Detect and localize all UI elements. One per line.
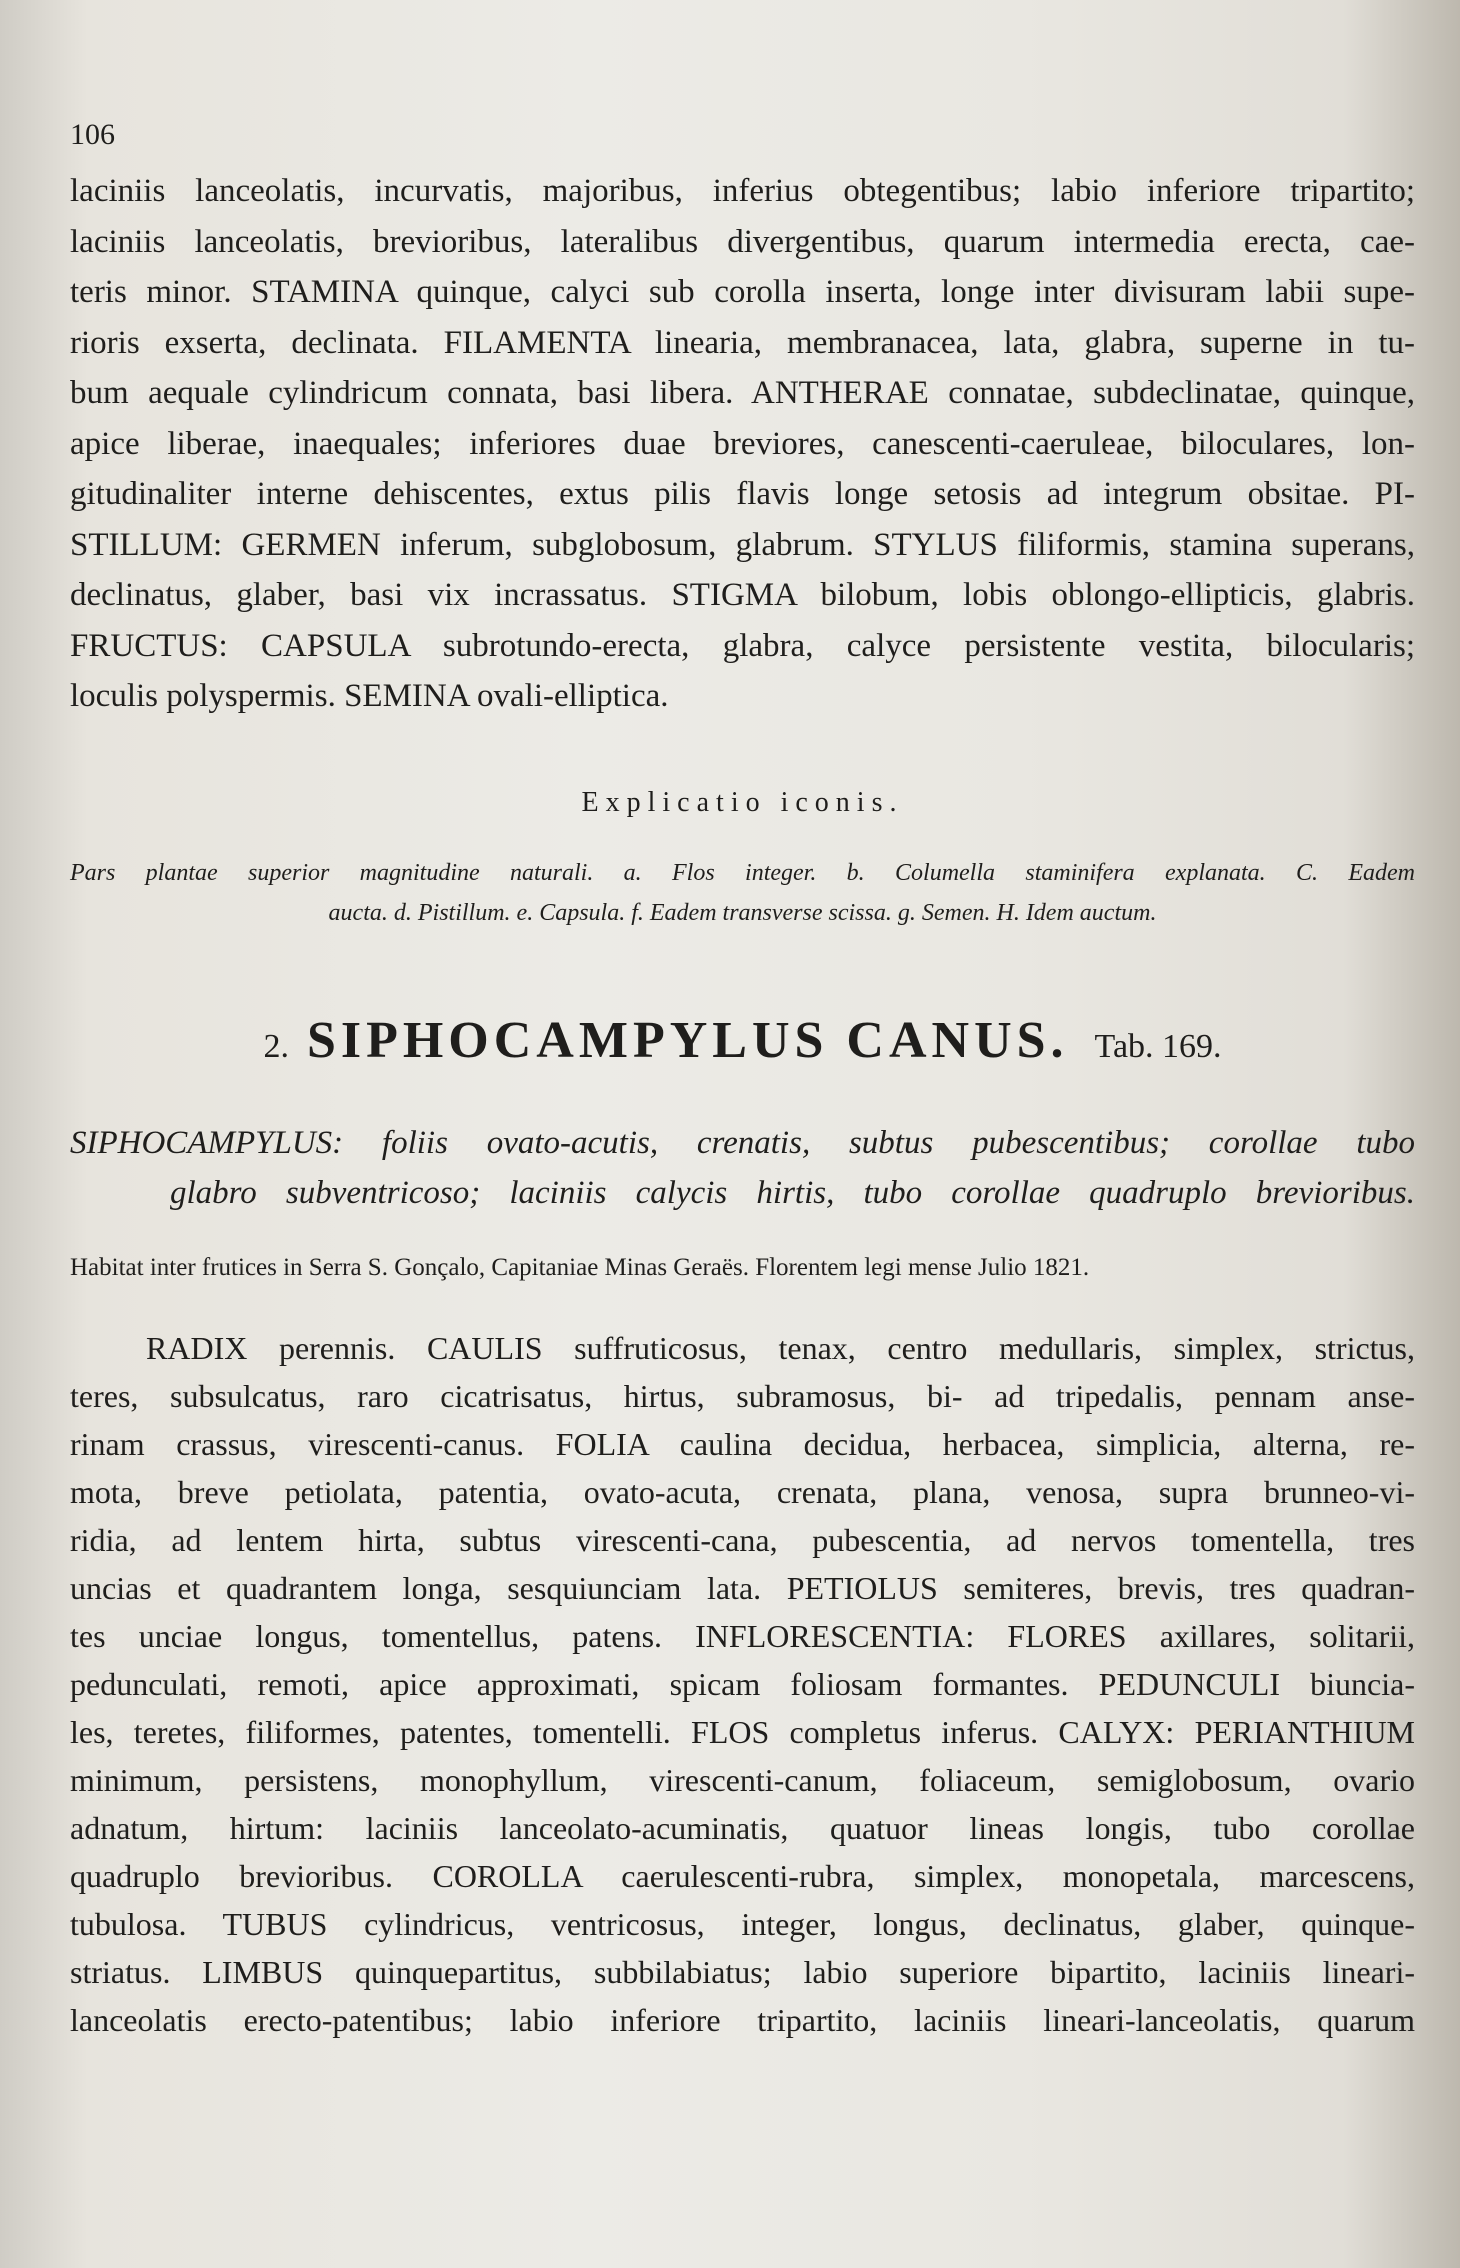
text-line: teris minor. STAMINA quinque, calyci sub corolla inserta, longe inter divisuram labii supe- <box>70 274 1415 310</box>
text-line: STILLUM: GERMEN inferum, subglobosum, glabrum. STYLUS filiformis, stamina superans, <box>70 526 1415 563</box>
text-line: tubulosa. TUBUS cylindricus, ventricosus, integer, longus, declinatus, glaber, quinque- <box>70 1905 1415 1942</box>
text-line: laciniis lanceolatis, brevioribus, lateralibus divergentibus, quarum intermedia erecta, cae- <box>70 223 1415 260</box>
text-line: declinatus, glaber, basi vix incrassatus. STIGMA bilobum, lobis oblongo-ellipticis, glabris. <box>70 577 1415 613</box>
species-description <box>70 1324 1415 2044</box>
text-line: tes unciae longus, tomentellus, patens. INFLORESCENTIA: FLORES axillares, solitarii, <box>70 1617 1415 1654</box>
species-diagnosis <box>70 1118 1415 1218</box>
figure-caption <box>70 853 1415 933</box>
text-line: rinam crassus, virescenti-canus. FOLIA caulina decidua, herbacea, simplicia, alterna, re- <box>70 1425 1415 1462</box>
diagnosis-line: glabro subventricoso; laciniis calycis hirtis, tubo corollae quadruplo brevioribus. <box>170 1174 1415 1211</box>
text-line: teres, subsulcatus, raro cicatrisatus, hirtus, subramosus, bi- ad tripedalis, pennam anse- <box>70 1377 1415 1414</box>
section-title-explicatio: Explicatio iconis. <box>581 786 904 818</box>
text-line: lanceolatis erecto-patentibus; labio inferiore tripartito, laciniis lineari-lanceolatis, quarum <box>70 2001 1415 2038</box>
text-line: les, teretes, filiformes, patentes, tomentelli. FLOS completus inferus. CALYX: PERIANTHIUM <box>70 1713 1415 1750</box>
text-line: RADIX perennis. CAULIS suffruticosus, tenax, centro medullaris, simplex, strictus, <box>146 1329 1415 1366</box>
text-line: quadruplo brevioribus. COROLLA caerulescenti-rubra, simplex, monopetala, marcescens, <box>70 1857 1415 1894</box>
text-line: striatus. LIMBUS quinquepartitus, subbilabiatus; labio superiore bipartito, laciniis lineari- <box>70 1953 1415 1990</box>
text-line: FRUCTUS: CAPSULA subrotundo-erecta, glabra, calyce persistente vestita, bilocularis; <box>70 627 1415 664</box>
text-line: pedunculati, remoti, apice approximati, spicam foliosam formantes. PEDUNCULI biuncia- <box>70 1665 1415 1702</box>
species-heading <box>70 1011 1415 1070</box>
description-paragraph <box>70 166 1415 722</box>
text-line: bum aequale cylindricum connata, basi libera. ANTHERAE connatae, subdeclinatae, quinque, <box>70 375 1415 411</box>
page-number: 106 <box>70 118 115 151</box>
text-line: uncias et quadrantem longa, sesquiunciam lata. PETIOLUS semiteres, brevis, tres quadran- <box>70 1569 1415 1606</box>
text-line: minimum, persistens, monophyllum, virescenti-canum, foliaceum, semiglobosum, ovario <box>70 1761 1415 1798</box>
text-line: laciniis lanceolatis, incurvatis, majoribus, inferius obtegentibus; labio inferiore tripartito; <box>70 173 1415 209</box>
page-content <box>70 118 1415 2044</box>
text-line: apice liberae, inaequales; inferiores duae breviores, canescenti-caeruleae, biloculares, lon- <box>70 425 1415 462</box>
caption-line: Pars plantae superior magnitudine naturali. a. Flos integer. b. Columella staminifera explanata. C. Eadem <box>70 859 1415 886</box>
diagnosis-line: SIPHOCAMPYLUS: foliis ovato-acutis, crenatis, subtus pubescentibus; corollae tubo <box>70 1124 1415 1161</box>
text-line: ridia, ad lentem hirta, subtus virescenti-cana, pubescentia, ad nervos tomentella, tres <box>70 1521 1415 1558</box>
text-line: gitudinaliter interne dehiscentes, extus pilis flavis longe setosis ad integrum obsitae. PI- <box>70 476 1415 512</box>
text-line: loculis polyspermis. SEMINA ovali-elliptica. <box>70 678 669 714</box>
text-line: adnatum, hirtum: laciniis lanceolato-acuminatis, quatuor lineas longis, tubo corollae <box>70 1809 1415 1846</box>
species-name: SIPHOCAMPYLUS CANUS. <box>306 1011 1069 1069</box>
text-line: mota, breve petiolata, patentia, ovato-acuta, crenata, plana, venosa, supra brunneo-vi- <box>70 1473 1415 1510</box>
habitat-note: Habitat inter frutices in Serra S. Gonçalo, Capitaniae Minas Geraës. Florentem legi mense Julio 1821. <box>70 1253 1090 1281</box>
species-number: 2. <box>263 1027 289 1065</box>
text-line: rioris exserta, declinata. FILAMENTA linearia, membranacea, lata, glabra, superne in tu- <box>70 324 1415 361</box>
plate-reference: Tab. 169. <box>1094 1027 1222 1065</box>
caption-line: aucta. d. Pistillum. e. Capsula. f. Eadem transverse scissa. g. Semen. H. Idem auctum. <box>328 899 1157 926</box>
